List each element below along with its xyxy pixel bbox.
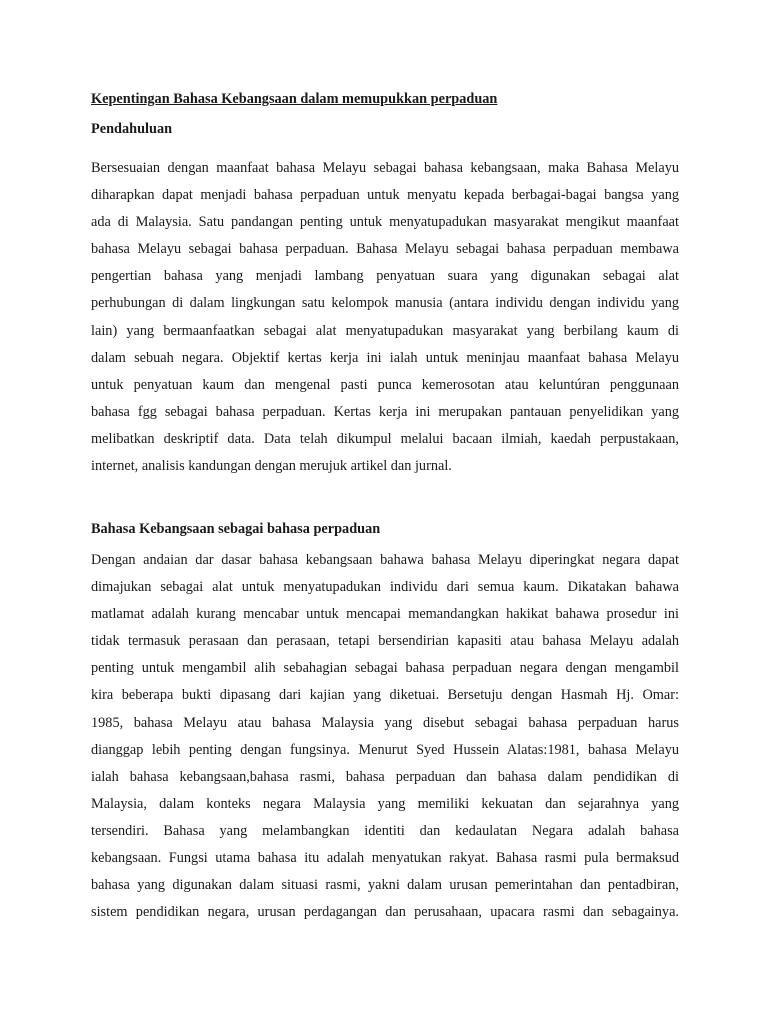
text-line: melibatkan deskriptif data. Data telah dikumpul melalui bacaan ilmiah, kaedah perpustakaan, bbox=[91, 430, 679, 447]
text-line: tidak termasuk perasaan dan perasaan, tetapi bersendirian kapasiti atau bahasa Melayu adalah bbox=[91, 633, 679, 650]
section-heading-bahasa-kebangsaan: Bahasa Kebangsaan sebagai bahasa perpaduan bbox=[91, 521, 381, 537]
text-line: dalam sebuah negara. Objektif kertas kerja ini ialah untuk meninjau maanfaat bahasa Melayu bbox=[91, 349, 679, 366]
text-line: 1985, bahasa Melayu atau bahasa Malaysia yang disebut sebagai bahasa perpaduan harus bbox=[91, 714, 679, 731]
text-line: Dengan andaian dar dasar bahasa kebangsaan bahawa bahasa Melayu diperingkat negara dapat bbox=[91, 552, 679, 568]
document-page bbox=[91, 88, 679, 921]
text-line: perhubungan di dalam lingkungan satu kelompok manusia (antara individu dengan individu yang bbox=[91, 295, 679, 312]
text-line: kira beberapa bukti dipasang dari kajian yang diketuai. Bersetuju dengan Hasmah Hj. Omar: bbox=[91, 687, 679, 704]
text-line: tersendiri. Bahasa yang melambangkan identiti dan kedaulatan Negara adalah bahasa bbox=[91, 822, 679, 839]
text-line: sistem pendidikan negara, urusan perdagangan dan perusahaan, upacara rasmi dan sebagainya. bbox=[91, 904, 679, 921]
text-line: bahasa Melayu sebagai bahasa perpaduan. Bahasa Melayu sebagai bahasa perpaduan membawa bbox=[91, 241, 679, 258]
text-line: bahasa yang digunakan dalam situasi rasmi, yakni dalam urusan pemerintahan dan pentadbiran, bbox=[91, 877, 679, 894]
text-line: pengertian bahasa yang menjadi lambang penyatuan suara yang digunakan sebagai alat bbox=[91, 268, 679, 285]
text-line: lain) yang bermaanfaatkan sebagai alat menyatupadukan masyarakat yang berbilang kaum di bbox=[91, 322, 679, 339]
text-line: Bersesuaian dengan maanfaat bahasa Melayu sebagai bahasa kebangsaan, maka Bahasa Melayu bbox=[91, 160, 679, 176]
text-line: kebangsaan. Fungsi utama bahasa itu adalah menyatukan rakyat. Bahasa rasmi pula bermaksud bbox=[91, 850, 679, 867]
section-heading-pendahuluan: Pendahuluan bbox=[91, 121, 173, 137]
paragraph-pendahuluan bbox=[91, 155, 679, 480]
text-line: dianggap lebih penting dengan fungsinya. Menurut Syed Hussein Alatas:1981, bahasa Melayu bbox=[91, 741, 679, 758]
text-line: dimajukan sebagai alat untuk menyatupadukan individu dari semua kaum. Dikatakan bahawa bbox=[91, 579, 679, 596]
text-line: matlamat adalah kurang mencabar untuk mencapai memandangkan hakikat bahawa prosedur ini bbox=[91, 606, 679, 623]
text-line: untuk penyatuan kaum dan mengenal pasti punca kemerosotan atau keluntúran penggunaan bbox=[91, 376, 679, 393]
document-title: Kepentingan Bahasa Kebangsaan dalam memupukkan perpaduan bbox=[91, 91, 498, 107]
text-line: penting untuk mengambil alih sebahagian sebagai bahasa perpaduan negara dengan mengambil bbox=[91, 660, 679, 677]
text-line: ialah bahasa kebangsaan,bahasa rasmi, bahasa perpaduan dan bahasa dalam pendidikan di bbox=[91, 768, 679, 785]
paragraph-bahasa-kebangsaan bbox=[91, 547, 679, 926]
text-line: diharapkan dapat menjadi bahasa perpaduan untuk menyatu kepada berbagai-bagai bangsa yang bbox=[91, 187, 679, 204]
text-line: internet, analisis kandungan dengan merujuk artikel dan jurnal. bbox=[91, 458, 452, 475]
text-line: bahasa fgg sebagai bahasa perpaduan. Kertas kerja ini merupakan pantauan penyelidikan yang bbox=[91, 403, 679, 420]
text-line: ada di Malaysia. Satu pandangan penting untuk menyatupadukan masyarakat mengikut maanfaat bbox=[91, 214, 679, 231]
text-line: Malaysia, dalam konteks negara Malaysia yang memiliki kekuatan dan sejarahnya yang bbox=[91, 795, 679, 812]
